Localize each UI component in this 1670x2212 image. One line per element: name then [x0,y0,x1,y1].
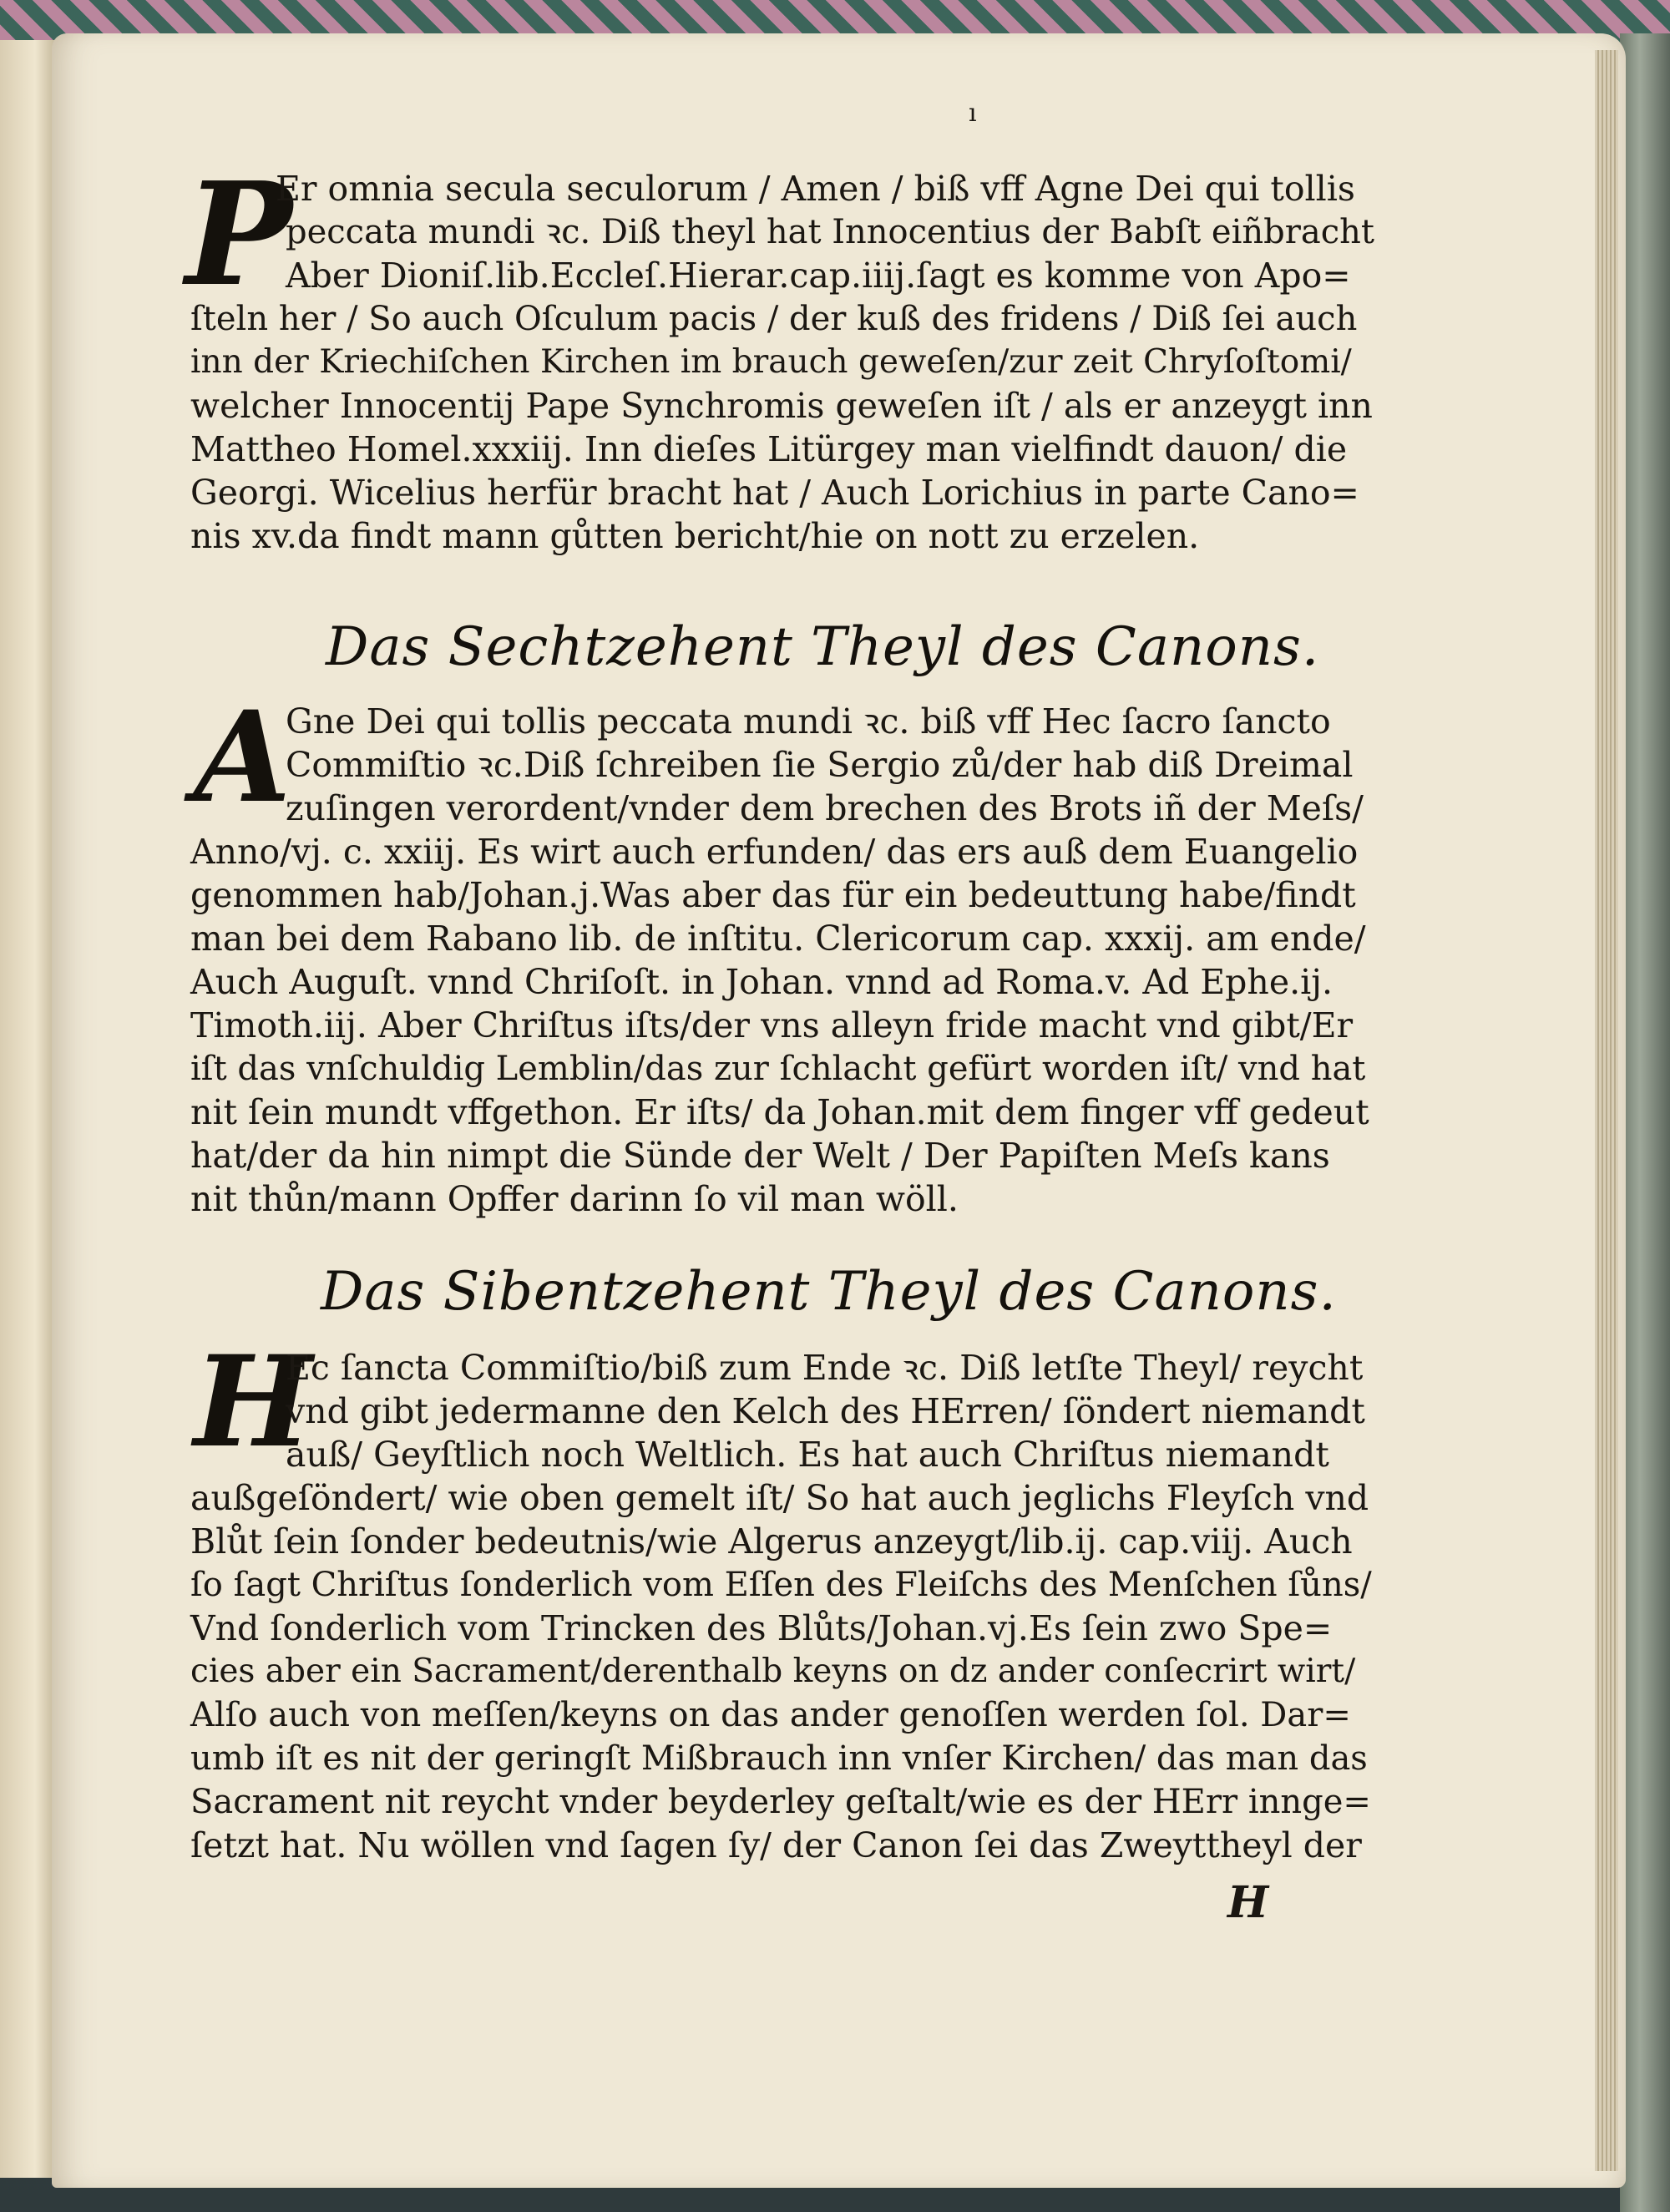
text-line: genommen hab/Johan.j.Was aber das für ein bedeuttung habe/findt [190,875,1356,915]
text-line: ſteln her / So auch Oſculum pacis / der kuß des fridens / Diß ſei auch [190,300,1358,338]
text-line: Gne Dei qui tollis peccata mundi ꝛc. biß vff Hec ſacro ſancto [286,701,1331,742]
text-line: welcher Innocentij Pape Synchromis geweſen iſt / als er anzeygt inn [190,386,1373,426]
section-heading-17: Das Sibentzehent Theyl des Canons. [321,1261,1337,1323]
text-line: Commiſtio ꝛc.Diß ſchreiben ſie Sergio zů/der hab diß Dreimal [286,745,1354,785]
text-line: Aber Dioniſ.lib.Eccleſ.Hierar.cap.iiij.ſagt es komme von Apo= [286,256,1351,296]
text-line: man bei dem Rabano lib. de inſtitu. Clericorum cap. xxxij. am ende/ [190,919,1366,959]
text-line: umb iſt es nit der geringſt Mißbrauch inn vnſer Kirchen/ das man das [190,1739,1368,1778]
text-line: Sacrament nit reycht vnder beyderley geſtalt/wie es der HErr innge= [190,1783,1371,1821]
paragraph-1 [190,167,1376,558]
text-line: ſo ſagt Chriſtus ſonderlich vom Eſſen des Fleiſchs des Menſchen ſůns/ [190,1566,1372,1604]
text-line: ſetzt hat. Nu wöllen vnd ſagen ſy/ der Canon ſei das Zweyttheyl der [190,1825,1362,1865]
text-line: peccata mundi ꝛc. Diß theyl hat Innocentius der Babſt eiñbracht [286,213,1374,251]
text-line: cies aber ein Sacrament/derenthalb keyns on dz ander conſecrirt wirt/ [190,1653,1356,1690]
signature-mark: H [1227,1877,1269,1928]
text-line: Timoth.iij. Aber Chriſtus iſts/der vns alleyn fride macht vnd gibt/Er [190,1005,1354,1045]
page-mark: ı [969,99,977,128]
text-line: Vnd ſonderlich vom Trincken des Blůts/Johan.vj.Es ſein zwo Spe= [190,1608,1333,1648]
text-line: Georgi. Wicelius herfür bracht hat / Auch Lorichius in parte Cano= [190,473,1359,513]
text-line: hat/der da hin nimpt die Sünde der Welt / Der Papiſten Meſs kans [190,1136,1330,1176]
text-line: Anno/vj. c. xxiij. Es wirt auch erfunden/ das ers auß dem Euangelio [190,832,1359,872]
text-line: auß/ Geyſtlich noch Weltlich. Es hat auch Chriſtus niemandt [286,1435,1329,1475]
section-heading-16: Das Sechtzehent Theyl des Canons. [326,616,1320,678]
text-line: Ec ſancta Commiſtio/biß zum Ende ꝛc. Diß letſte Theyl/ reycht [286,1348,1364,1388]
text-line: zuſingen verordent/vnder dem brechen des Brots iñ der Meſs/ [286,788,1364,828]
text-line: Alſo auch von meſſen/keyns on das ander genoſſen werden ſol. Dar= [190,1696,1351,1734]
page-stack-edges [1595,50,1618,2171]
text-line: nis xv.da findt mann gůtten bericht/hie on nott zu erzelen. [190,516,1200,556]
text-line: außgeſöndert/ wie oben gemelt iſt/ So hat auch jeglichs Fleyſch vnd [190,1478,1369,1518]
paragraph-2 [190,700,1376,1221]
text-line: Mattheo Homel.xxxiij. Inn dieſes Litürgey man vielfindt dauon/ die [190,429,1348,469]
text-line: Er omnia secula seculorum / Amen / biß vff Agne Dei qui tollis [276,169,1355,209]
text-line: vnd gibt jedermanne den Kelch des HErren/ ſöndert niemandt [286,1391,1365,1431]
facing-page-edge [0,40,58,2178]
drop-initial-h: H [194,1329,312,1476]
book-cover-edge [1620,33,1670,2212]
text-line: nit ſein mundt vffgethon. Er iſts/ da Johan.mit dem finger vff gedeut [190,1092,1369,1132]
text-line: iſt das vnſchuldig Lemblin/das zur ſchlacht gefürt worden iſt/ vnd hat [190,1050,1366,1088]
text-line: Blůt ſein ſonder bedeutnis/wie Algerus anzeygt/lib.ij. cap.viij. Auch [190,1521,1353,1562]
text-line: nit thůn/mann Opffer darinn ſo vil man wöll. [190,1179,959,1219]
text-line: Auch Auguſt. vnnd Chriſoſt. in Johan. vnnd ad Roma.v. Ad Ephe.ij. [190,962,1333,1002]
text-line: inn der Kriechiſchen Kirchen im brauch geweſen/zur zeit Chryſoſtomi/ [190,343,1352,381]
drop-initial-a: A [194,684,291,831]
drop-initial-p: P [185,151,292,318]
paragraph-3 [190,1346,1376,1867]
